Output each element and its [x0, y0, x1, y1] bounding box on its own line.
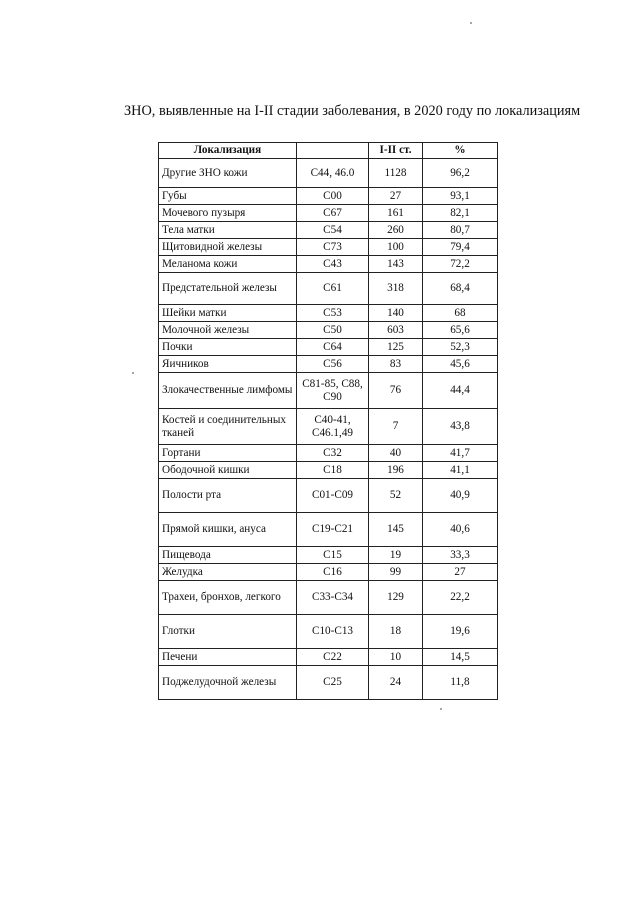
scan-speck: [470, 22, 472, 24]
percent-cell: 68: [423, 305, 498, 322]
stage-count-cell: 145: [369, 513, 423, 547]
stage-count-cell: 125: [369, 339, 423, 356]
icd-code-cell: C22: [297, 649, 369, 666]
table-row: [159, 409, 498, 445]
icd-code-cell: C33-C34: [297, 581, 369, 615]
table-row: [159, 666, 498, 700]
localization-cell: Костей и соединительных тканей: [159, 409, 297, 445]
localization-cell: Тела матки: [159, 222, 297, 239]
stage-count-cell: 196: [369, 462, 423, 479]
table-row: [159, 615, 498, 649]
table-row: [159, 256, 498, 273]
percent-cell: 44,4: [423, 373, 498, 409]
localization-cell: Мочевого пузыря: [159, 205, 297, 222]
percent-cell: 40,6: [423, 513, 498, 547]
percent-cell: 41,7: [423, 445, 498, 462]
localization-cell: Полости рта: [159, 479, 297, 513]
stage-count-cell: 260: [369, 222, 423, 239]
localization-cell: Прямой кишки, ануса: [159, 513, 297, 547]
icd-code-cell: C56: [297, 356, 369, 373]
icd-code-cell: C44, 46.0: [297, 159, 369, 188]
table-row: [159, 339, 498, 356]
icd-code-cell: C64: [297, 339, 369, 356]
localization-cell: Губы: [159, 188, 297, 205]
stage-count-cell: 318: [369, 273, 423, 305]
localization-cell: Ободочной кишки: [159, 462, 297, 479]
localization-cell: Злокачественные лимфомы: [159, 373, 297, 409]
icd-code-cell: C40-41, C46.1,49: [297, 409, 369, 445]
icd-code-cell: C81-85, C88, C90: [297, 373, 369, 409]
table-row: [159, 205, 498, 222]
percent-cell: 22,2: [423, 581, 498, 615]
table-row: [159, 649, 498, 666]
stage-count-cell: 140: [369, 305, 423, 322]
column-header-stage-count: I-II ст.: [369, 143, 423, 159]
table-row: [159, 273, 498, 305]
percent-cell: 93,1: [423, 188, 498, 205]
icd-code-cell: C54: [297, 222, 369, 239]
localization-cell: Поджелудочной железы: [159, 666, 297, 700]
page-title: ЗНО, выявленные на I-II стадии заболевания, в 2020 году по локализациям: [124, 103, 581, 119]
column-header-code: [297, 143, 369, 159]
localization-cell: Почки: [159, 339, 297, 356]
percent-cell: 96,2: [423, 159, 498, 188]
localization-cell: Глотки: [159, 615, 297, 649]
localization-cell: Другие ЗНО кожи: [159, 159, 297, 188]
icd-code-cell: C25: [297, 666, 369, 700]
percent-cell: 41,1: [423, 462, 498, 479]
percent-cell: 80,7: [423, 222, 498, 239]
localization-cell: Трахеи, бронхов, легкого: [159, 581, 297, 615]
percent-cell: 43,8: [423, 409, 498, 445]
percent-cell: 27: [423, 564, 498, 581]
stage-count-cell: 18: [369, 615, 423, 649]
percent-cell: 14,5: [423, 649, 498, 666]
stage-count-cell: 24: [369, 666, 423, 700]
localization-cell: Яичников: [159, 356, 297, 373]
icd-code-cell: C16: [297, 564, 369, 581]
stage-count-cell: 19: [369, 547, 423, 564]
table-row: [159, 564, 498, 581]
percent-cell: 65,6: [423, 322, 498, 339]
stage-count-cell: 100: [369, 239, 423, 256]
icd-code-cell: C61: [297, 273, 369, 305]
column-header-percent: %: [423, 143, 498, 159]
table-row: [159, 479, 498, 513]
localization-cell: Предстательной железы: [159, 273, 297, 305]
percent-cell: 72,2: [423, 256, 498, 273]
localization-cell: Щитовидной железы: [159, 239, 297, 256]
table-row: [159, 356, 498, 373]
localization-cell: Пищевода: [159, 547, 297, 564]
stage-count-cell: 161: [369, 205, 423, 222]
localization-cell: Печени: [159, 649, 297, 666]
icd-code-cell: C50: [297, 322, 369, 339]
stage-count-cell: 603: [369, 322, 423, 339]
localization-cell: Желудка: [159, 564, 297, 581]
stage-count-cell: 129: [369, 581, 423, 615]
stage-count-cell: 143: [369, 256, 423, 273]
scan-speck: [440, 708, 442, 710]
percent-cell: 79,4: [423, 239, 498, 256]
icd-code-cell: C18: [297, 462, 369, 479]
scan-speck: [132, 372, 134, 374]
localization-cell: Гортани: [159, 445, 297, 462]
table-row: [159, 222, 498, 239]
icd-code-cell: C73: [297, 239, 369, 256]
percent-cell: 11,8: [423, 666, 498, 700]
percent-cell: 82,1: [423, 205, 498, 222]
icd-code-cell: C01-C09: [297, 479, 369, 513]
icd-code-cell: C10-C13: [297, 615, 369, 649]
table-row: [159, 305, 498, 322]
table-row: [159, 322, 498, 339]
table-row: [159, 547, 498, 564]
icd-code-cell: C00: [297, 188, 369, 205]
table-row: [159, 188, 498, 205]
stage-count-cell: 76: [369, 373, 423, 409]
table-row: [159, 239, 498, 256]
localization-cell: Меланома кожи: [159, 256, 297, 273]
localization-table: [158, 142, 498, 700]
table-row: [159, 513, 498, 547]
percent-cell: 19,6: [423, 615, 498, 649]
table-row: [159, 581, 498, 615]
table-row: [159, 445, 498, 462]
stage-count-cell: 99: [369, 564, 423, 581]
percent-cell: 40,9: [423, 479, 498, 513]
stage-count-cell: 83: [369, 356, 423, 373]
icd-code-cell: C43: [297, 256, 369, 273]
icd-code-cell: C67: [297, 205, 369, 222]
percent-cell: 33,3: [423, 547, 498, 564]
column-header-localization: Локализация: [159, 143, 297, 159]
localization-cell: Шейки матки: [159, 305, 297, 322]
table-header-row: [159, 143, 498, 159]
percent-cell: 68,4: [423, 273, 498, 305]
percent-cell: 52,3: [423, 339, 498, 356]
table-row: [159, 159, 498, 188]
table-row: [159, 462, 498, 479]
percent-cell: 45,6: [423, 356, 498, 373]
stage-count-cell: 40: [369, 445, 423, 462]
localization-cell: Молочной железы: [159, 322, 297, 339]
table-row: [159, 373, 498, 409]
stage-count-cell: 52: [369, 479, 423, 513]
icd-code-cell: C19-C21: [297, 513, 369, 547]
stage-count-cell: 1128: [369, 159, 423, 188]
icd-code-cell: C53: [297, 305, 369, 322]
stage-count-cell: 7: [369, 409, 423, 445]
icd-code-cell: C32: [297, 445, 369, 462]
stage-count-cell: 27: [369, 188, 423, 205]
stage-count-cell: 10: [369, 649, 423, 666]
icd-code-cell: C15: [297, 547, 369, 564]
